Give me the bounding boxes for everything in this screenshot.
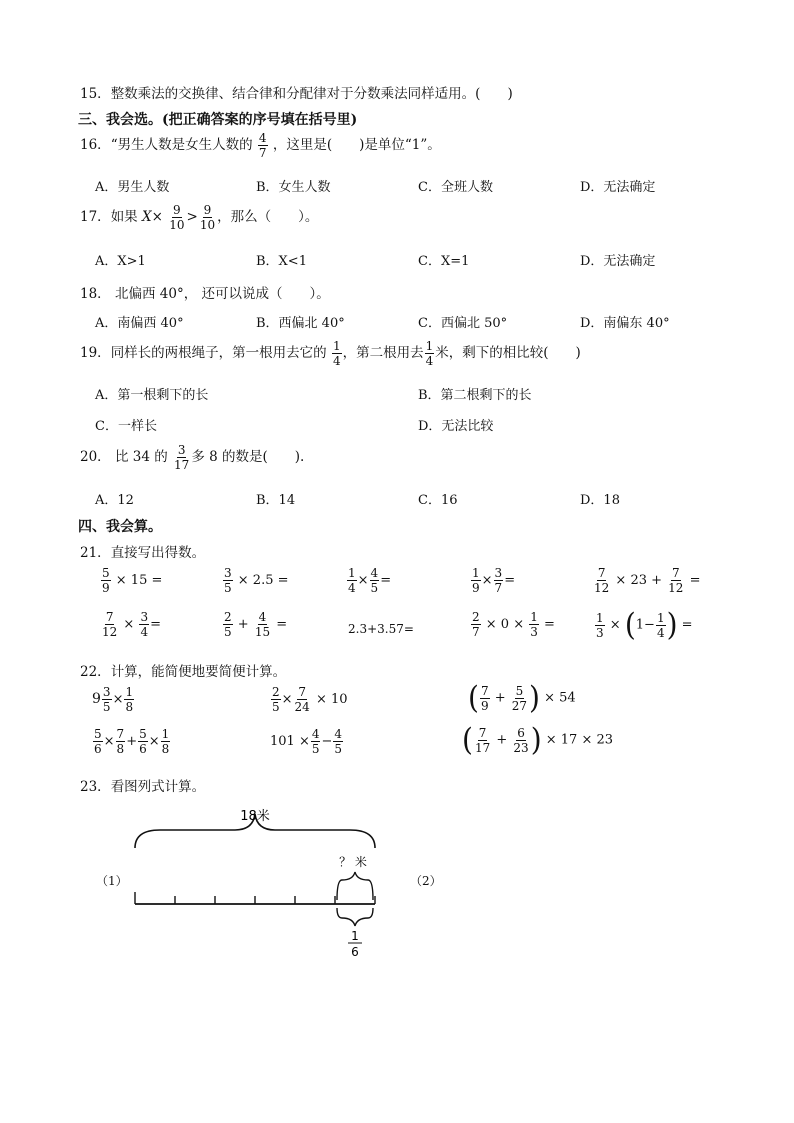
fraction: $\frac{9}{10}$	[199, 203, 216, 232]
expr-21-5: $\frac{7}{12}$ × 23 + $\frac{7}{12}$ =	[594, 566, 701, 595]
question-22	[80, 660, 286, 680]
question-18	[80, 282, 330, 302]
option-c[interactable]: C．一样长	[95, 419, 157, 434]
option-b[interactable]: B．14	[256, 493, 296, 508]
option-c[interactable]: C．全班人数	[418, 180, 493, 195]
fraction: $\frac{3}{17}$	[174, 443, 190, 472]
question-text: 同样长的两根绳子，第一根用去它的	[110, 345, 327, 361]
question-text: ，第二根用去	[342, 345, 424, 361]
section-3-heading: 三、我会选。(把正确答案的序号填在括号里)	[78, 112, 358, 128]
option-b[interactable]: B．西偏北 40°	[256, 316, 345, 331]
gt-sign: >	[186, 209, 198, 225]
fraction-numerator: 1	[351, 929, 359, 943]
fraction-brace	[337, 908, 373, 926]
question-number: 17．	[80, 209, 111, 225]
expr-22-2: $\frac{2}{5}$ × $\frac{7}{24}$ × 10	[272, 685, 348, 714]
option-d[interactable]: D．无法确定	[580, 254, 656, 269]
question-text: 整数乘法的交换律、结合律和分配律对于分数乘法同样适用。( )	[110, 86, 513, 102]
option-d[interactable]: D．南偏东 40°	[580, 316, 670, 331]
unknown-label: ？ 米	[339, 855, 367, 869]
question-text: 比 34 的	[110, 449, 173, 465]
question-text: 计算，能简便地要简便计算。	[110, 664, 287, 680]
total-label: 18米	[240, 809, 270, 824]
fraction: $\frac{4}{7}$	[258, 131, 267, 160]
question-text: 多 8 的数是( ).	[191, 449, 305, 465]
question-text: ，那么（ ）。	[217, 209, 319, 225]
question-number: 19．	[80, 345, 111, 361]
option-d[interactable]: D．无法比较	[418, 419, 494, 434]
expr-21-4: $\frac{1}{9}$ × $\frac{3}{7}$ =	[472, 566, 516, 595]
question-number: 20．	[80, 449, 111, 465]
expr-21-8: 2.3+3.57=	[348, 622, 414, 636]
expr-21-3: $\frac{1}{4}$ × $\frac{4}{5}$ =	[348, 566, 392, 595]
question-text: 北偏西 40°， 还可以说成（ ）。	[110, 286, 330, 302]
fraction: $\frac{1}{4}$	[332, 339, 341, 368]
fraction: $\frac{9}{10}$	[169, 203, 185, 232]
expr-22-6: ( $\frac{7}{17}$ + $\frac{6}{23}$ ) × 17 × 23	[462, 721, 614, 758]
question-number: 23．	[80, 779, 111, 795]
expr-21-9: $\frac{2}{7}$ × 0 × $\frac{1}{3}$ =	[472, 610, 555, 639]
option-a[interactable]: A．X>1	[95, 254, 146, 269]
expr-21-6: $\frac{7}{12}$ × $\frac{3}{4}$ =	[102, 610, 162, 639]
expr-21-1: $\frac{5}{9}$ × 15 =	[102, 566, 163, 595]
question-text: “男生人数是女生人数的	[110, 137, 253, 153]
option-b[interactable]: B．第二根剩下的长	[418, 388, 532, 403]
question-text: 米，剩下的相比较( )	[435, 345, 581, 361]
expr-22-4: $\frac{5}{6}$ × $\frac{7}{8}$ + $\frac{5}{6}$ × $\frac{1}{8}$	[94, 727, 170, 756]
option-a[interactable]: A．南偏西 40°	[95, 316, 184, 331]
expr-21-10: $\frac{1}{3}$ × (1− $\frac{1}{4}$ ) =	[596, 606, 693, 643]
question-text: 直接写出得数。	[110, 545, 206, 561]
question-number: 21．	[80, 545, 111, 561]
fraction: $\frac{1}{4}$	[425, 339, 434, 368]
question-number: 18．	[80, 286, 111, 302]
question-text: 如果	[110, 209, 138, 225]
variable-x: X	[141, 209, 152, 225]
question-23	[80, 775, 205, 795]
option-c[interactable]: C．X=1	[418, 254, 470, 269]
unknown-brace	[337, 872, 373, 900]
question-number: 15．	[80, 86, 111, 102]
section-4-heading: 四、我会算。	[78, 519, 162, 535]
question-17	[80, 204, 318, 231]
segment-diagram	[120, 800, 400, 960]
option-a[interactable]: A．男生人数	[95, 180, 170, 195]
times-sign: ×	[151, 209, 163, 225]
fraction-denominator: 6	[351, 945, 359, 959]
option-d[interactable]: D．无法确定	[580, 180, 656, 195]
option-b[interactable]: B．X<1	[256, 254, 307, 269]
question-21	[80, 541, 205, 561]
question-number: 22．	[80, 664, 111, 680]
option-b[interactable]: B．女生人数	[256, 180, 331, 195]
option-d[interactable]: D．18	[580, 493, 620, 508]
expr-21-2: $\frac{3}{5}$ × 2.5 =	[224, 566, 289, 595]
part-2-label: （2）	[410, 874, 442, 888]
option-a[interactable]: A．12	[95, 493, 134, 508]
option-c[interactable]: C．16	[418, 493, 458, 508]
expr-22-1: 9 $\frac{3}{5}$ × $\frac{1}{8}$	[92, 685, 134, 714]
question-text: 看图列式计算。	[110, 779, 206, 795]
expr-22-3: ( $\frac{7}{9}$ + $\frac{5}{27}$ ) × 54	[468, 679, 576, 716]
question-19	[80, 340, 581, 367]
option-a[interactable]: A．第一根剩下的长	[95, 388, 209, 403]
expr-21-7: $\frac{2}{5}$ + $\frac{4}{15}$ =	[224, 610, 288, 639]
option-c[interactable]: C．西偏北 50°	[418, 316, 508, 331]
part-1-label: （1）	[96, 874, 128, 888]
question-15	[80, 82, 513, 102]
question-text: ，这里是( )是单位“1”。	[272, 137, 441, 153]
question-16	[80, 132, 441, 159]
question-20	[80, 444, 304, 471]
expr-22-5: 101 × $\frac{4}{5}$ − $\frac{4}{5}$	[270, 727, 343, 756]
question-number: 16．	[80, 137, 111, 153]
